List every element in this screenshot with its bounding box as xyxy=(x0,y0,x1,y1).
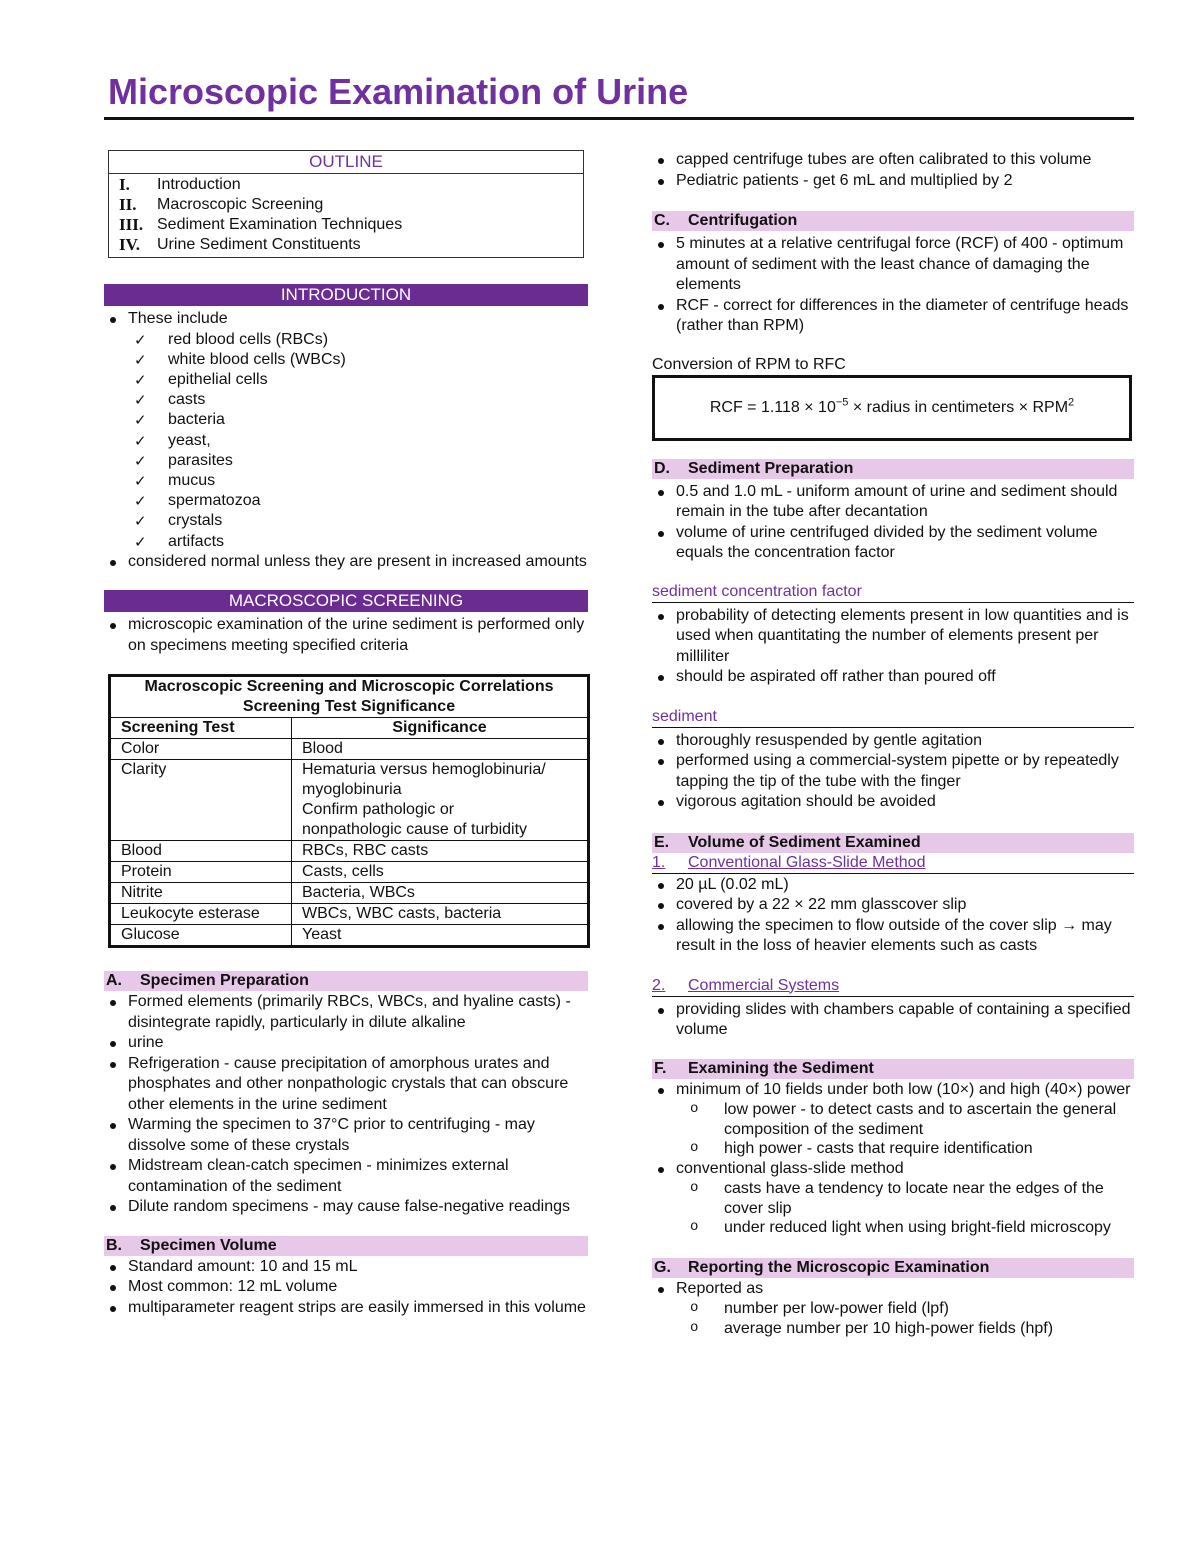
outline-text: Sediment Examination Techniques xyxy=(157,216,403,233)
list-item xyxy=(652,1159,1134,1238)
section-d-list xyxy=(652,482,1134,564)
list-item: Refrigeration - cause precipitation of amorphous urates and phosphates and other nonpathologic crystals that can obscure other elements in the urine sediment xyxy=(104,1054,588,1116)
glass-slide-list xyxy=(652,875,1134,957)
section-letter: A. xyxy=(106,972,122,990)
sub-list-item: o low power - to detect casts and to ascertain the general composition of the sediment xyxy=(652,1100,1134,1139)
section-c-heading xyxy=(652,211,1134,231)
section-f-heading xyxy=(652,1059,1134,1079)
sub-list xyxy=(652,1100,1134,1159)
section-title: Sediment Preparation xyxy=(688,459,854,477)
section-c-list xyxy=(652,234,1134,337)
section-letter: C. xyxy=(654,212,670,229)
concentration-factor-list xyxy=(652,606,1134,688)
list-item: thoroughly resuspended by gentle agitation xyxy=(652,731,1134,752)
title-divider xyxy=(104,117,1134,120)
section-title: Centrifugation xyxy=(688,212,798,229)
table-cell: RBCs, RBC casts xyxy=(292,841,589,862)
section-title: Specimen Volume xyxy=(140,1236,277,1254)
section-b-list xyxy=(104,1257,588,1319)
check-item: ✓ mucus xyxy=(104,471,588,491)
table-cell: Blood xyxy=(292,739,589,760)
subheading-number: 2. xyxy=(652,976,666,994)
list-item: Pediatric patients - get 6 mL and multiplied by 2 xyxy=(652,171,1134,192)
table-cell: Bacteria, WBCs xyxy=(292,883,589,904)
list-item: should be aspirated off rather than poured off xyxy=(652,667,1134,688)
outline-item xyxy=(109,195,583,215)
introduction-list xyxy=(104,309,588,572)
table-cell: Clarity xyxy=(110,760,292,841)
check-item: ✓ epithelial cells xyxy=(104,370,588,390)
commercial-systems-list xyxy=(652,1000,1134,1041)
section-letter: B. xyxy=(106,1236,122,1254)
section-b-heading xyxy=(104,1236,588,1256)
list-item: Dilute random specimens - may cause false-negative readings xyxy=(104,1197,588,1218)
outline-number: I. xyxy=(119,175,130,194)
section-title: Volume of Sediment Examined xyxy=(688,833,921,851)
table-cell: Blood xyxy=(110,841,292,862)
cell-line: Hematuria versus hemoglobinuria/ xyxy=(302,761,546,779)
outline-item xyxy=(109,235,583,255)
check-item: ✓ red blood cells (RBCs) xyxy=(104,330,588,350)
macroscopic-list xyxy=(104,615,588,656)
cell-line: Confirm pathologic or xyxy=(302,801,455,819)
outline-number: III. xyxy=(119,215,144,234)
list-item: multiparameter reagent strips are easily immersed in this volume xyxy=(104,1298,588,1319)
check-item: ✓ yeast, xyxy=(104,431,588,451)
formula-part: RCF = 1.118 × 10 xyxy=(709,398,836,416)
table-cell: Glucose xyxy=(110,925,292,947)
list-item: covered by a 22 × 22 mm glasscover slip xyxy=(652,895,1134,916)
list-item: Most common: 12 mL volume xyxy=(104,1277,588,1298)
check-item: ✓ casts xyxy=(104,390,588,410)
section-letter: D. xyxy=(654,459,670,477)
cell-line: nonpathologic cause of turbidity xyxy=(302,821,528,839)
list-item-text: conventional glass-slide method xyxy=(676,1159,904,1177)
table-row xyxy=(110,925,589,947)
sub-list-item: o casts have a tendency to locate near the edges of the cover slip xyxy=(652,1179,1134,1218)
section-letter: E. xyxy=(654,833,670,851)
outline-box xyxy=(108,150,584,258)
commercial-systems-subheading xyxy=(652,976,1134,997)
list-item: 20 µL (0.02 mL) xyxy=(652,875,1134,896)
table-cell: Casts, cells xyxy=(292,862,589,883)
cell-line: myoglobinuria xyxy=(302,781,402,799)
formula-square: 2 xyxy=(1068,396,1075,409)
check-item: ✓ bacteria xyxy=(104,410,588,430)
list-item: capped centrifuge tubes are often calibrated to this volume xyxy=(652,150,1134,171)
table-row xyxy=(110,862,589,883)
outline-list xyxy=(109,174,583,257)
section-title: Specimen Preparation xyxy=(140,972,309,990)
list-item: Warming the specimen to 37°C prior to centrifuging - may dissolve some of these crystals xyxy=(104,1115,588,1156)
table-caption xyxy=(110,676,589,718)
rcf-formula xyxy=(710,398,1074,418)
glass-slide-subheading xyxy=(652,853,1134,874)
table-cell: Leukocyte esterase xyxy=(110,904,292,925)
section-b-continued-list xyxy=(652,150,1134,191)
screening-table xyxy=(108,674,590,948)
section-a-heading xyxy=(104,971,588,991)
column-header: Significance xyxy=(292,718,589,739)
check-item: ✓ white blood cells (WBCs) xyxy=(104,350,588,370)
list-item: vigorous agitation should be avoided xyxy=(652,792,1134,813)
outline-heading: OUTLINE xyxy=(109,151,583,174)
outline-item xyxy=(109,175,583,195)
list-item: allowing the specimen to flow outside of the cover slip → may result in the loss of heavier elements such as casts xyxy=(652,916,1134,957)
constituent-checklist xyxy=(104,330,588,552)
list-item: urine xyxy=(104,1033,588,1054)
list-item xyxy=(104,309,588,552)
section-a-list xyxy=(104,992,588,1218)
list-item: Formed elements (primarily RBCs, WBCs, and hyaline casts) - disintegrate rapidly, particularly in dilute alkaline xyxy=(104,992,588,1033)
outline-text: Macroscopic Screening xyxy=(157,196,324,213)
table-caption-line: Screening Test Significance xyxy=(242,698,456,716)
outline-item xyxy=(109,215,583,235)
outline-text: Urine Sediment Constituents xyxy=(157,236,361,253)
list-item: 5 minutes at a relative centrifugal force (RCF) of 400 - optimum amount of sediment with the least chance of damaging the elements xyxy=(652,234,1134,296)
table-cell: Color xyxy=(110,739,292,760)
sub-list-item: o high power - casts that require identification xyxy=(652,1139,1134,1159)
sub-list-item: o average number per 10 high-power fields (hpf) xyxy=(652,1319,1134,1339)
table-caption-line: Macroscopic Screening and Microscopic Correlations xyxy=(144,678,554,696)
outline-text: Introduction xyxy=(157,176,241,193)
column-header: Screening Test xyxy=(110,718,292,739)
sub-list xyxy=(652,1299,1134,1338)
outline-number: II. xyxy=(119,195,137,214)
section-g-list xyxy=(652,1279,1134,1339)
table-cell: Protein xyxy=(110,862,292,883)
list-item: RCF - correct for differences in the diameter of centrifuge heads (rather than RPM) xyxy=(652,296,1134,337)
check-item: ✓ spermatozoa xyxy=(104,491,588,511)
list-item: probability of detecting elements present in low quantities and is used when quantitating the number of elements present per milliliter xyxy=(652,606,1134,668)
check-item: ✓ crystals xyxy=(104,511,588,531)
rcf-formula-box xyxy=(652,375,1132,441)
section-title: Reporting the Microscopic Examination xyxy=(688,1258,990,1276)
list-item: 0.5 and 1.0 mL - uniform amount of urine and sediment should remain in the tube after decantation xyxy=(652,482,1134,523)
page-title: Microscopic Examination of Urine xyxy=(108,71,689,112)
list-item: Standard amount: 10 and 15 mL xyxy=(104,1257,588,1278)
subheading-title: Conventional Glass-Slide Method xyxy=(688,853,926,871)
list-item xyxy=(652,1279,1134,1339)
table-cell: WBCs, WBC casts, bacteria xyxy=(292,904,589,925)
sediment-subheading: sediment xyxy=(652,707,1134,728)
list-item-text: Reported as xyxy=(676,1279,764,1297)
list-item: microscopic examination of the urine sediment is performed only on specimens meeting specified criteria xyxy=(104,615,588,656)
subheading-number: 1. xyxy=(652,853,666,871)
right-column xyxy=(652,150,1134,1338)
section-f-list xyxy=(652,1080,1134,1238)
formula-exponent: −5 xyxy=(835,396,849,409)
list-item: providing slides with chambers capable of containing a specified volume xyxy=(652,1000,1134,1041)
subheading-title: Commercial Systems xyxy=(688,976,840,994)
list-item-text: minimum of 10 fields under both low (10×) and high (40×) power xyxy=(676,1080,1131,1098)
table-cell xyxy=(292,760,589,841)
table-row xyxy=(110,739,589,760)
sub-list xyxy=(652,1179,1134,1238)
check-item: ✓ artifacts xyxy=(104,532,588,552)
section-d-heading xyxy=(652,459,1134,479)
introduction-heading: INTRODUCTION xyxy=(104,284,588,306)
table-row xyxy=(110,883,589,904)
list-item: considered normal unless they are present in increased amounts xyxy=(104,552,588,573)
check-item: ✓ parasites xyxy=(104,451,588,471)
macroscopic-heading: MACROSCOPIC SCREENING xyxy=(104,590,588,612)
concentration-factor-subheading: sediment concentration factor xyxy=(652,582,1134,603)
section-letter: F. xyxy=(654,1059,667,1077)
sub-list-item: o under reduced light when using bright-field microscopy xyxy=(652,1218,1134,1238)
list-item-text: These include xyxy=(128,310,228,327)
table-row xyxy=(110,841,589,862)
left-column xyxy=(104,150,588,1318)
table-cell: Nitrite xyxy=(110,883,292,904)
table-cell: Yeast xyxy=(292,925,589,947)
section-e-heading xyxy=(652,833,1134,853)
section-letter: G. xyxy=(654,1258,671,1276)
outline-number: IV. xyxy=(119,235,140,254)
sub-list-item: o number per low-power field (lpf) xyxy=(652,1299,1134,1319)
formula-part: × radius in centimeters × RPM xyxy=(848,398,1069,416)
conversion-label: Conversion of RPM to RFC xyxy=(652,355,846,373)
list-item xyxy=(652,1080,1134,1159)
list-item: Midstream clean-catch specimen - minimizes external contamination of the sediment xyxy=(104,1156,588,1197)
section-g-heading xyxy=(652,1258,1134,1278)
section-title: Examining the Sediment xyxy=(688,1059,874,1077)
sediment-list xyxy=(652,731,1134,813)
table-row xyxy=(110,904,589,925)
list-item: performed using a commercial-system pipette or by repeatedly tapping the tip of the tube with the finger xyxy=(652,751,1134,792)
table-row xyxy=(110,760,589,841)
list-item: volume of urine centrifuged divided by the sediment volume equals the concentration factor xyxy=(652,523,1134,564)
